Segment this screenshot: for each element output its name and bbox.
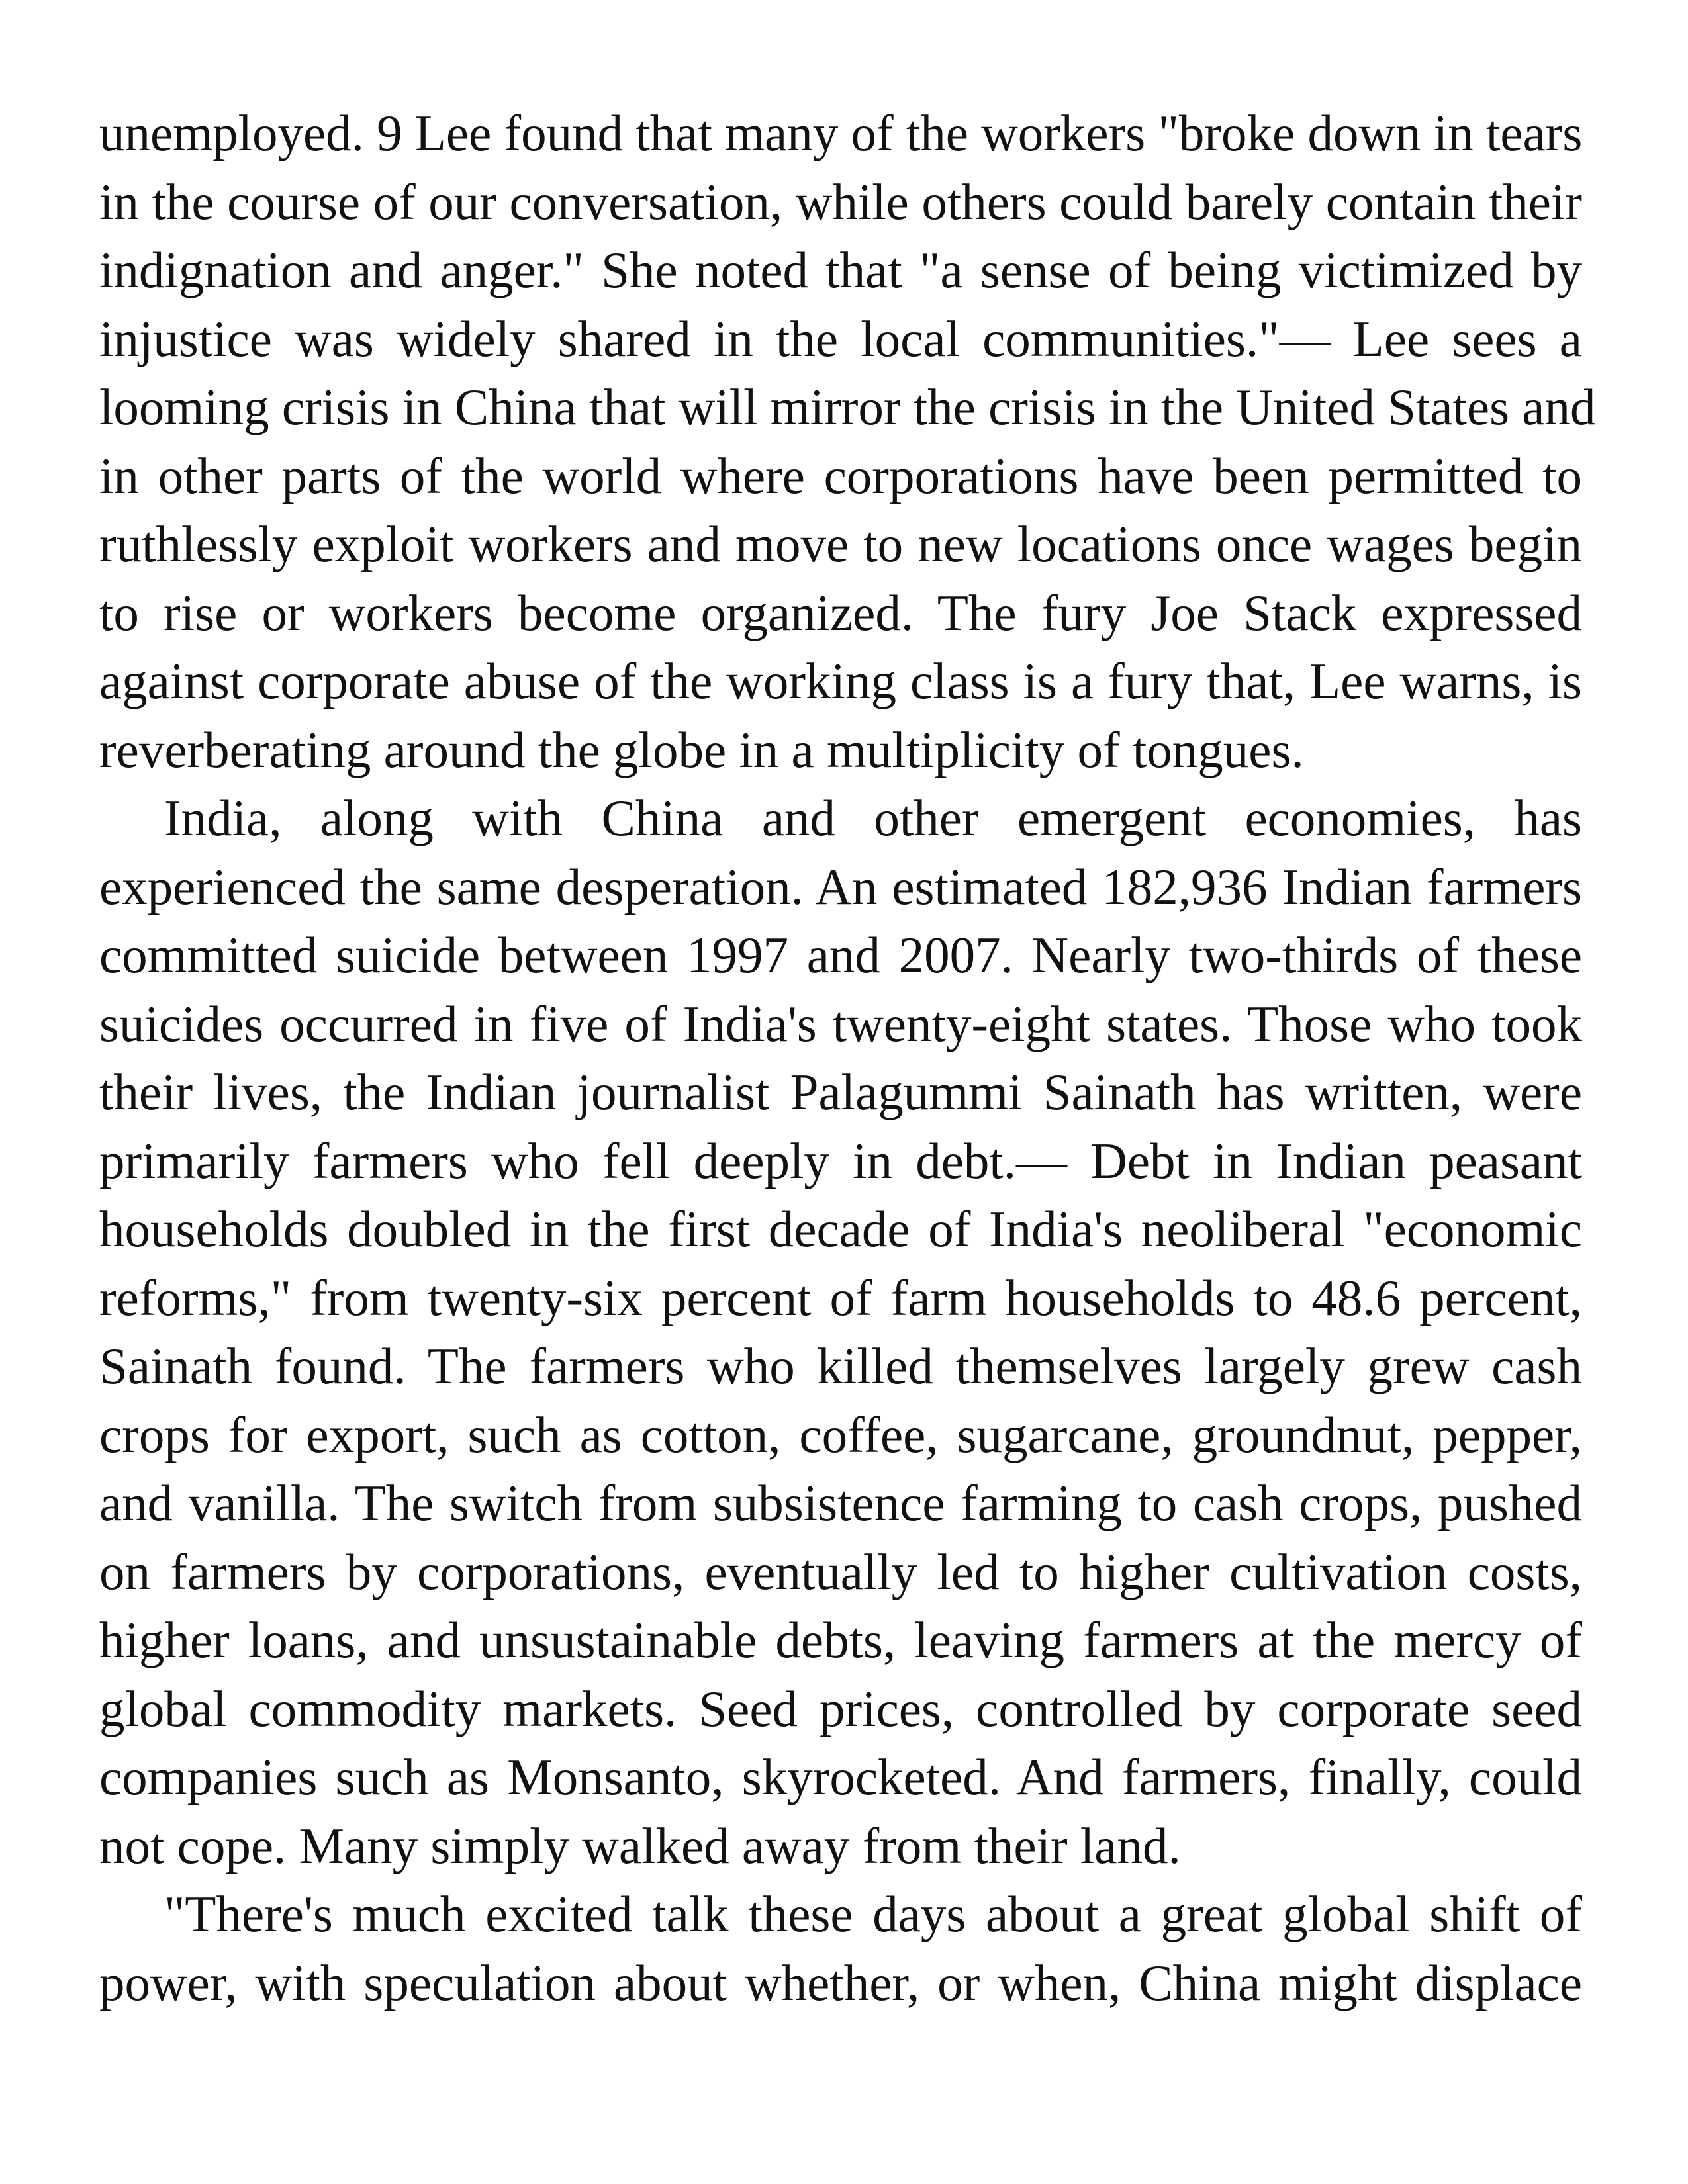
text-line: indignation and anger." She noted that "a sense of being victimized by — [99, 242, 1582, 298]
text-line: against corporate abuse of the working class is a fury that, Lee warns, is — [99, 653, 1582, 709]
text-line: higher loans, and unsustainable debts, leaving farmers at the mercy of — [99, 1612, 1582, 1668]
text-line: in the course of our conversation, while others could barely contain their — [99, 173, 1582, 230]
text-line: primarily farmers who fell deeply in debt.— Debt in Indian peasant — [99, 1132, 1582, 1189]
text-line: power, with speculation about whether, or when, China might displace — [99, 1954, 1582, 2011]
text-line: global commodity markets. Seed prices, controlled by corporate seed — [99, 1680, 1582, 1737]
paragraph — [99, 99, 1596, 784]
text-line: "There's much excited talk these days about a great global shift of — [164, 1886, 1582, 1942]
text-line: reforms," from twenty-six percent of farm households to 48.6 percent, — [99, 1269, 1582, 1326]
text-line: ruthlessly exploit workers and move to new locations once wages begin — [99, 516, 1582, 572]
text-line: reverberating around the globe in a multiplicity of tongues. — [99, 721, 1304, 778]
text-line: and vanilla. The switch from subsistence farming to cash crops, pushed — [99, 1475, 1582, 1531]
text-line: experienced the same desperation. An estimated 182,936 Indian farmers — [99, 858, 1582, 915]
text-line: India, along with China and other emergent economies, has — [164, 790, 1582, 846]
body-text — [99, 99, 1596, 2017]
text-line: in other parts of the world where corporations have been permitted to — [99, 447, 1582, 504]
text-line: households doubled in the first decade of India's neoliberal "economic — [99, 1201, 1582, 1257]
text-line: companies such as Monsanto, skyrocketed. And farmers, finally, could — [99, 1749, 1582, 1805]
text-line: suicides occurred in five of India's twenty-eight states. Those who took — [99, 995, 1582, 1052]
text-line: to rise or workers become organized. The fury Joe Stack expressed — [99, 584, 1582, 641]
text-line: injustice was widely shared in the local communities."— Lee sees a — [99, 310, 1582, 367]
text-line: not cope. Many simply walked away from their land. — [99, 1817, 1181, 1874]
text-line: Sainath found. The farmers who killed themselves largely grew cash — [99, 1338, 1582, 1394]
book-page — [99, 99, 1596, 2085]
text-line: looming crisis in China that will mirror the crisis in the United States and — [99, 379, 1596, 435]
text-line: committed suicide between 1997 and 2007. Nearly two-thirds of these — [99, 927, 1582, 983]
text-line: crops for export, such as cotton, coffee, sugarcane, groundnut, pepper, — [99, 1406, 1582, 1463]
paragraph — [99, 1880, 1582, 2017]
text-line: unemployed. 9 Lee found that many of the workers "broke down in tears — [99, 105, 1583, 161]
paragraph — [99, 784, 1582, 1880]
text-line: on farmers by corporations, eventually led to higher cultivation costs, — [99, 1543, 1582, 1600]
text-line: their lives, the Indian journalist Palagummi Sainath has written, were — [99, 1064, 1582, 1120]
